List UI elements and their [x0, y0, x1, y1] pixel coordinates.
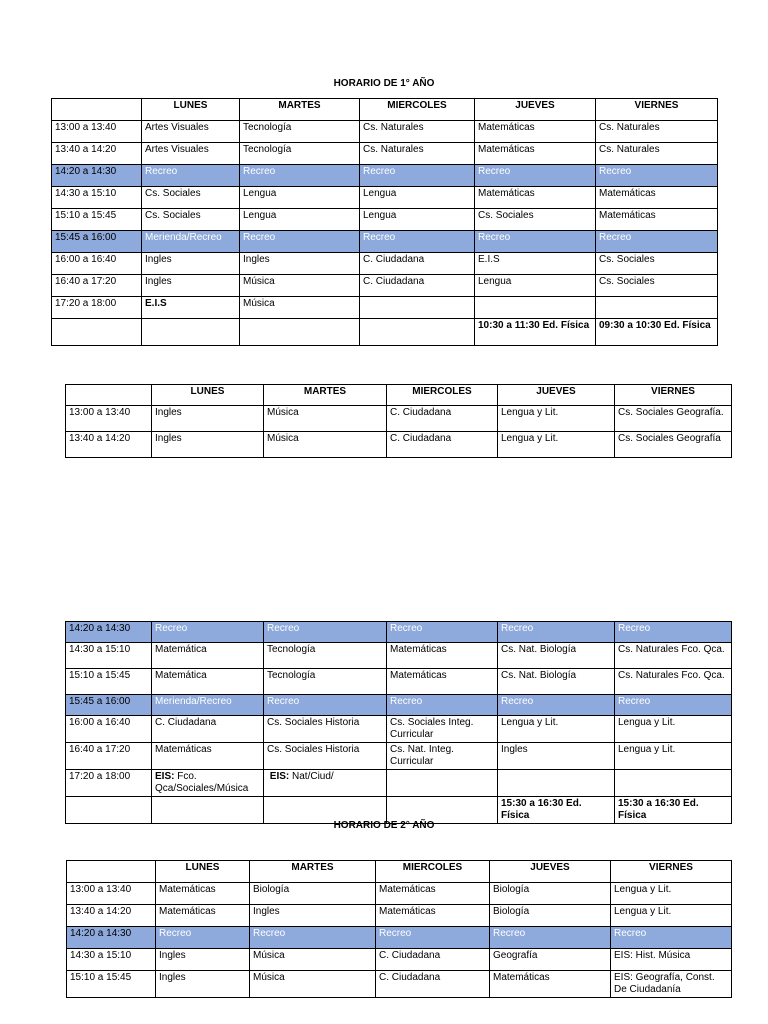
time-cell: 14:30 a 15:10 [67, 949, 156, 971]
table-cell: Matemáticas [152, 743, 264, 770]
time-cell: 15:10 a 15:45 [66, 669, 152, 695]
table-cell: Cs. Nat. Biología [498, 643, 615, 669]
table-cell: Lengua [360, 187, 475, 209]
time-cell: 14:30 a 15:10 [52, 187, 142, 209]
table-cell: Ingles [250, 905, 376, 927]
recess-cell: Recreo [387, 622, 498, 643]
time-cell: 16:40 a 17:20 [52, 275, 142, 297]
recess-cell: Recreo [240, 231, 360, 253]
table-cell: Biología [250, 883, 376, 905]
table-cell: Música [250, 971, 376, 998]
table-row [52, 209, 718, 231]
ed-fisica-cell: 15:30 a 16:30 Ed. Física [615, 797, 732, 824]
time-cell: 17:20 a 18:00 [66, 770, 152, 797]
ed-fisica-cell: 09:30 a 10:30 Ed. Física [596, 319, 718, 346]
table-cell: Matemáticas [596, 187, 718, 209]
table-cell [142, 319, 240, 346]
table-cell: Cs. Naturales [360, 143, 475, 165]
table-cell: Lengua [240, 187, 360, 209]
ed-fisica-cell: 10:30 a 11:30 Ed. Física [475, 319, 596, 346]
table-cell: Música [240, 297, 360, 319]
table-cell: Tecnología [240, 121, 360, 143]
table-cell: Ingles [152, 432, 264, 458]
table-cell: Biología [490, 905, 611, 927]
table-cell: Cs. Sociales [475, 209, 596, 231]
table-cell: Música [264, 432, 387, 458]
header-cell: LUNES [152, 385, 264, 406]
table-cell: Matemática [152, 643, 264, 669]
recess-cell: Recreo [615, 622, 732, 643]
time-cell: 16:00 a 16:40 [66, 716, 152, 743]
table-row [52, 253, 718, 275]
table-cell: C. Ciudadana [376, 971, 490, 998]
page-title-second-year: HORARIO DE 2° AÑO [333, 820, 435, 831]
table-cell: Artes Visuales [142, 143, 240, 165]
table-cell: Artes Visuales [142, 121, 240, 143]
table-cell: Cs. Sociales Historia [264, 716, 387, 743]
eis-cell [264, 770, 387, 797]
header-cell: VIERNES [596, 99, 718, 121]
table-cell: E.I.S [142, 297, 240, 319]
table-cell: C. Ciudadana [387, 406, 498, 432]
table-cell: Cs. Sociales Integ. Curricular [387, 716, 498, 743]
time-cell: 14:20 a 14:30 [66, 622, 152, 643]
header-cell [67, 861, 156, 883]
table-cell: Lengua y Lit. [615, 716, 732, 743]
table-cell: Matemáticas [376, 883, 490, 905]
header-cell [66, 385, 152, 406]
table-cell: Matemáticas [475, 121, 596, 143]
table-cell: Ingles [156, 949, 250, 971]
recess-cell: Recreo [615, 695, 732, 716]
header-cell: JUEVES [490, 861, 611, 883]
table-cell: C. Ciudadana [376, 949, 490, 971]
table-cell: EIS: Hist. Música [611, 949, 732, 971]
recess-cell: Recreo [360, 165, 475, 187]
table-row [66, 669, 732, 695]
table-cell [615, 770, 732, 797]
recess-cell: Recreo [142, 165, 240, 187]
table-row [66, 432, 732, 458]
recess-row [52, 231, 718, 253]
time-cell: 14:30 a 15:10 [66, 643, 152, 669]
recess-cell: Recreo [376, 927, 490, 949]
eis-text: Nat/Ciud/ [292, 771, 334, 782]
header-cell: MARTES [240, 99, 360, 121]
table-cell: Cs. Sociales Geografía. [615, 406, 732, 432]
time-cell: 15:45 a 16:00 [52, 231, 142, 253]
header-cell: JUEVES [475, 99, 596, 121]
ed-fisica-cell: 15:30 a 16:30 Ed. Física [498, 797, 615, 824]
table-cell: Cs. Naturales [596, 143, 718, 165]
table-cell: Matemáticas [156, 883, 250, 905]
table-row [52, 143, 718, 165]
recess-cell: Recreo [152, 622, 264, 643]
time-cell: 16:00 a 16:40 [52, 253, 142, 275]
recess-cell: Recreo [156, 927, 250, 949]
recess-row [66, 622, 732, 643]
table-cell: Lengua y Lit. [498, 716, 615, 743]
recess-row [66, 695, 732, 716]
table-row [67, 883, 732, 905]
recess-cell: Recreo [360, 231, 475, 253]
table-cell: Cs. Sociales Geografía [615, 432, 732, 458]
table-cell: Lengua y Lit. [611, 905, 732, 927]
table-row [52, 297, 718, 319]
table-cell: Lengua y Lit. [611, 883, 732, 905]
table-cell: Cs. Naturales Fco. Qca. [615, 643, 732, 669]
table-cell: E.I.S [475, 253, 596, 275]
table-cell: Lengua [240, 209, 360, 231]
table-row [52, 319, 718, 346]
table-cell: Biología [490, 883, 611, 905]
table-cell: Tecnología [240, 143, 360, 165]
eis-label: EIS: [155, 771, 175, 782]
eis-cell [152, 770, 264, 797]
table-cell: Lengua [475, 275, 596, 297]
table-cell: Matemáticas [376, 905, 490, 927]
table-cell: Ingles [240, 253, 360, 275]
table-cell: Cs. Nat. Integ. Curricular [387, 743, 498, 770]
table-cell: Matemáticas [387, 669, 498, 695]
table-cell: Lengua y Lit. [498, 432, 615, 458]
table-cell: Cs. Naturales [360, 121, 475, 143]
table-row [66, 406, 732, 432]
table-cell: Cs. Sociales [142, 209, 240, 231]
recess-cell: Recreo [498, 695, 615, 716]
table-cell [387, 770, 498, 797]
header-cell: VIERNES [615, 385, 732, 406]
time-cell: 15:10 a 15:45 [52, 209, 142, 231]
schedule-table-first-year [51, 98, 718, 346]
recess-cell: Recreo [498, 622, 615, 643]
table-cell: Ingles [156, 971, 250, 998]
time-cell: 14:20 a 14:30 [67, 927, 156, 949]
table-row [52, 121, 718, 143]
table-cell: Geografía [490, 949, 611, 971]
time-cell: 13:40 a 14:20 [66, 432, 152, 458]
table-cell: EIS: Geografía, Const. De Ciudadanía [611, 971, 732, 998]
header-cell: LUNES [156, 861, 250, 883]
header-cell: JUEVES [498, 385, 615, 406]
table-cell: Cs. Nat. Biología [498, 669, 615, 695]
eis-label: EIS: [269, 771, 290, 782]
table-cell: Matemáticas [475, 143, 596, 165]
table-cell: Ingles [142, 253, 240, 275]
table-cell [475, 297, 596, 319]
table-cell: Cs. Naturales [596, 121, 718, 143]
table-cell: Cs. Sociales [596, 275, 718, 297]
table-row [67, 905, 732, 927]
table-cell: Lengua y Lit. [498, 406, 615, 432]
table-cell: Matemáticas [156, 905, 250, 927]
header-cell: MARTES [250, 861, 376, 883]
table-cell [360, 297, 475, 319]
table-cell: Cs. Sociales [596, 253, 718, 275]
table-cell [360, 319, 475, 346]
table-cell: Ingles [152, 406, 264, 432]
recess-cell: Recreo [264, 622, 387, 643]
table-row [52, 187, 718, 209]
table-cell: Cs. Naturales Fco. Qca. [615, 669, 732, 695]
recess-cell: Recreo [475, 231, 596, 253]
recess-cell: Recreo [596, 231, 718, 253]
schedule-table-second-year [66, 860, 732, 998]
table-cell: C. Ciudadana [360, 275, 475, 297]
table-cell: Matemática [152, 669, 264, 695]
table-cell: Matemáticas [490, 971, 611, 998]
table-cell: Tecnología [264, 669, 387, 695]
time-cell: 13:40 a 14:20 [52, 143, 142, 165]
table-cell: C. Ciudadana [152, 716, 264, 743]
time-cell: 13:00 a 13:40 [52, 121, 142, 143]
table-cell: Lengua y Lit. [615, 743, 732, 770]
header-cell: MARTES [264, 385, 387, 406]
table-row [66, 743, 732, 770]
table-cell: Tecnología [264, 643, 387, 669]
table-cell: Matemáticas [596, 209, 718, 231]
recess-row [52, 165, 718, 187]
header-cell: MIERCOLES [376, 861, 490, 883]
table-cell: Matemáticas [475, 187, 596, 209]
recess-cell: Recreo [387, 695, 498, 716]
time-cell [52, 319, 142, 346]
table-cell [240, 319, 360, 346]
schedule-table-second-block [65, 384, 732, 458]
recess-cell: Recreo [490, 927, 611, 949]
recess-row [67, 927, 732, 949]
recess-cell: Recreo [596, 165, 718, 187]
header-cell: VIERNES [611, 861, 732, 883]
table-cell: Ingles [498, 743, 615, 770]
recess-cell: Recreo [240, 165, 360, 187]
table-row [67, 971, 732, 998]
table-row [52, 275, 718, 297]
table-row [67, 949, 732, 971]
table-header-row [67, 861, 732, 883]
time-cell: 16:40 a 17:20 [66, 743, 152, 770]
time-cell: 13:00 a 13:40 [67, 883, 156, 905]
time-cell: 17:20 a 18:00 [52, 297, 142, 319]
time-cell: 13:40 a 14:20 [67, 905, 156, 927]
recess-cell: Recreo [611, 927, 732, 949]
eis-text: Fco. Qca/Sociales/Música [155, 771, 249, 794]
table-cell: Lengua [360, 209, 475, 231]
table-row [66, 716, 732, 743]
table-cell [498, 770, 615, 797]
recess-cell: Recreo [250, 927, 376, 949]
time-cell: 15:45 a 16:00 [66, 695, 152, 716]
table-cell: Cs. Sociales [142, 187, 240, 209]
header-cell: MIERCOLES [360, 99, 475, 121]
table-cell: Música [240, 275, 360, 297]
table-cell: Música [264, 406, 387, 432]
table-row [66, 643, 732, 669]
table-cell: C. Ciudadana [387, 432, 498, 458]
table-cell: Música [250, 949, 376, 971]
table-cell: Cs. Sociales Historia [264, 743, 387, 770]
table-cell: Ingles [142, 275, 240, 297]
recess-cell: Merienda/Recreo [152, 695, 264, 716]
time-cell: 14:20 a 14:30 [52, 165, 142, 187]
header-cell: MIERCOLES [387, 385, 498, 406]
table-cell [596, 297, 718, 319]
table-cell: Matemáticas [387, 643, 498, 669]
recess-cell: Recreo [475, 165, 596, 187]
recess-cell: Recreo [264, 695, 387, 716]
page-title-first-year: HORARIO DE 1° AÑO [333, 78, 435, 89]
recess-cell: Merienda/Recreo [142, 231, 240, 253]
header-cell [52, 99, 142, 121]
table-header-row [66, 385, 732, 406]
time-cell: 15:10 a 15:45 [67, 971, 156, 998]
schedule-table-third-block [65, 621, 732, 824]
table-header-row [52, 99, 718, 121]
table-cell: C. Ciudadana [360, 253, 475, 275]
table-row [66, 770, 732, 797]
header-cell: LUNES [142, 99, 240, 121]
time-cell: 13:00 a 13:40 [66, 406, 152, 432]
